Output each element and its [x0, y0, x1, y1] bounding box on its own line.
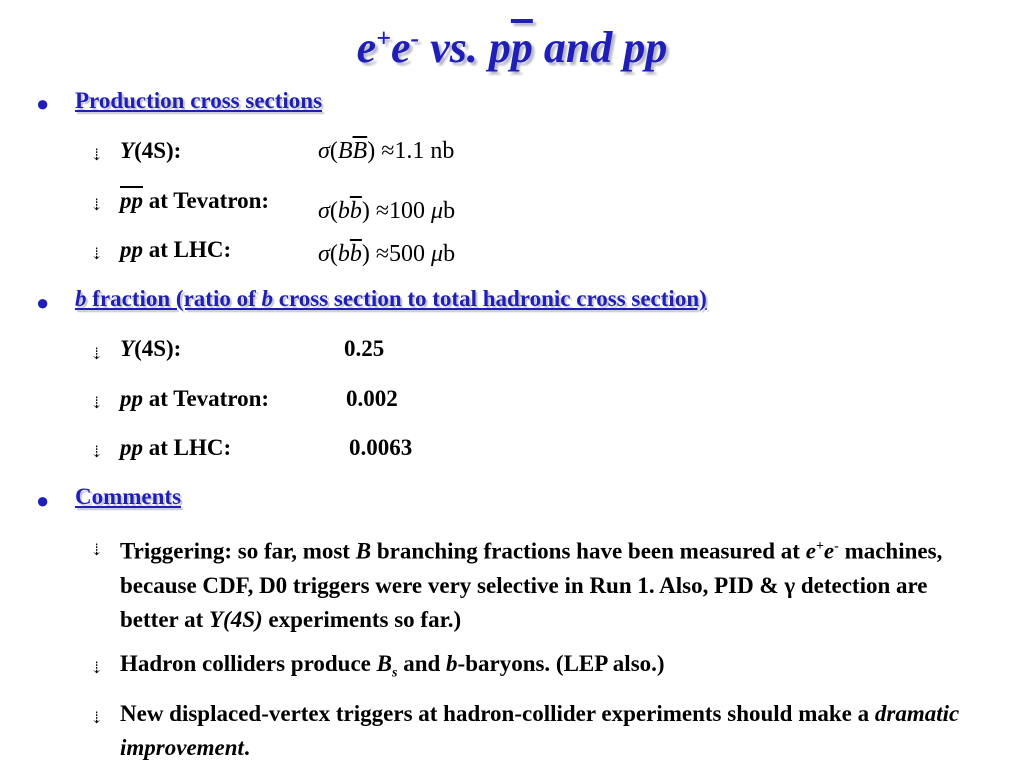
- value-y4s-fraction: 0.25: [344, 336, 385, 361]
- formula-tevatron: $\sigma(b\overline{b}) \approx 100$ μb: [318, 198, 456, 224]
- arrow-icon: ⇣: [90, 660, 104, 677]
- section-bfraction-heading: b fraction (ratio of b cross section to total hadronic cross section): [75, 286, 707, 311]
- arrow-icon: ⇣: [90, 246, 104, 263]
- comment-displaced-vertex: New displaced-vertex triggers at hadron-collider experiments should make a dramatic improvement.: [120, 701, 960, 760]
- comment-triggering: Triggering: so far, most B branching fractions have been measured at e+e- machines, because CDF, D0 triggers were very selective in Run 1. Also, PID & γ detection are better at Y(4S) experiments so far.): [120, 538, 943, 632]
- bullet-icon: ●: [36, 488, 50, 513]
- section-comments-heading: Comments: [75, 484, 182, 509]
- item-tevatron-fraction-label: pp at Tevatron:: [120, 386, 270, 411]
- title-minus: -: [410, 23, 420, 53]
- arrow-icon: ⇣: [90, 710, 104, 727]
- arrow-icon: ⇣: [90, 395, 104, 412]
- item-lhc-fraction-label: pp at LHC:: [120, 435, 232, 460]
- item-y4s-fraction-label: Y(4S):: [120, 336, 182, 361]
- bullet-icon: ●: [36, 290, 50, 315]
- section-production-heading: Production cross sections: [75, 88, 323, 113]
- title-vs: vs.: [419, 23, 489, 72]
- arrow-icon: ⇣: [90, 197, 104, 214]
- formula-y4s: $\sigma(B\overline{B}) \approx 1.1$ nb: [318, 138, 455, 164]
- bullet-icon: ●: [36, 91, 50, 116]
- arrow-icon: ⇣: [90, 542, 104, 559]
- formula-lhc: $\sigma(b\overline{b}) \approx 500$ μb: [318, 241, 456, 267]
- title-and: and: [532, 23, 624, 72]
- title-pp: pp: [623, 23, 668, 72]
- title-p: p: [488, 23, 511, 72]
- arrow-icon: ⇣: [90, 346, 104, 363]
- title-plus: +: [376, 23, 391, 53]
- item-tevatron-label: $\overline{pp}$ at Tevatron:: [120, 188, 270, 213]
- item-lhc-label: pp at LHC:: [120, 237, 232, 262]
- value-tevatron-fraction: 0.002: [346, 386, 398, 411]
- title-e2: e: [391, 23, 411, 72]
- title-pbar: $\overline{p}$: [510, 23, 533, 72]
- arrow-icon: ⇣: [90, 444, 104, 461]
- value-lhc-fraction: 0.0063: [349, 435, 413, 460]
- arrow-icon: ⇣: [90, 147, 104, 164]
- item-y4s-label: Y(4S):: [120, 138, 182, 163]
- slide-title: [0, 22, 1024, 73]
- comment-hadron-colliders: Hadron colliders produce $B_s$ and b-baryons. (LEP also.): [120, 651, 665, 681]
- title-e: e: [356, 23, 377, 72]
